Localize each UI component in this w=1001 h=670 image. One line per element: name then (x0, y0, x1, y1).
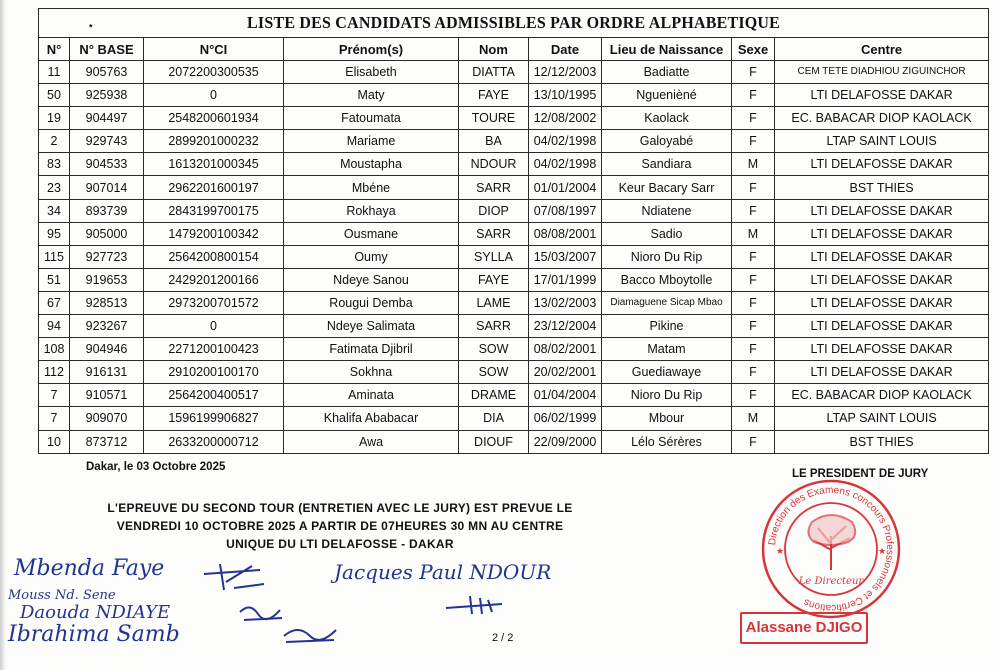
stamp-star-left-icon: ★ (776, 546, 785, 556)
cell-n: 7 (39, 407, 70, 430)
cell-base: 904946 (70, 338, 144, 361)
cell-n: 108 (39, 338, 70, 361)
cell-date: 13/10/1995 (529, 84, 602, 107)
cell-ci: 2633200000712 (144, 430, 284, 453)
cell-base: 907014 (70, 176, 144, 199)
director-stamp (760, 478, 902, 620)
cell-n: 115 (39, 245, 70, 268)
cell-lieu: Lélo Sérères (602, 430, 732, 453)
director-name-box: Alassane DJIGO (740, 612, 868, 644)
cell-base: 905000 (70, 222, 144, 245)
cell-sexe: F (732, 107, 775, 130)
cell-nom: DIOUF (459, 430, 529, 453)
cell-ci: 2072200300535 (144, 61, 284, 84)
cell-date: 07/08/1997 (529, 199, 602, 222)
table-row (39, 222, 989, 245)
table-row (39, 130, 989, 153)
cell-nom: FAYE (459, 84, 529, 107)
cell-lieu: Mbour (602, 407, 732, 430)
handwritten-signature-2: Mouss Nd. Sene (8, 588, 116, 603)
cell-lieu: Guediawaye (602, 361, 732, 384)
signature-scribble-4 (440, 592, 510, 618)
cell-ci: 2548200601934 (144, 107, 284, 130)
cell-base: 905763 (70, 61, 144, 84)
cell-lieu: Badiatte (602, 61, 732, 84)
cell-lieu: Galoyabé (602, 130, 732, 153)
cell-sexe: F (732, 361, 775, 384)
cell-ci: 1479200100342 (144, 222, 284, 245)
cell-lieu: Sandiara (602, 153, 732, 176)
handwritten-signature-5: Jacques Paul NDOUR (334, 560, 552, 584)
table-row (39, 268, 989, 291)
cell-date: 04/02/1998 (529, 130, 602, 153)
cell-sexe: F (732, 245, 775, 268)
cell-base: 909070 (70, 407, 144, 430)
cell-date: 08/08/2001 (529, 222, 602, 245)
cell-nom: DIOP (459, 199, 529, 222)
cell-date: 01/04/2004 (529, 384, 602, 407)
cell-base: 925938 (70, 84, 144, 107)
cell-prenom: Mbéne (284, 176, 459, 199)
cell-prenom: Ndeye Salimata (284, 315, 459, 338)
candidates-table (38, 8, 989, 454)
cell-n: 34 (39, 199, 70, 222)
cell-centre: LTI DELAFOSSE DAKAR (775, 199, 989, 222)
cell-nom: DRAME (459, 384, 529, 407)
cell-date: 15/03/2007 (529, 245, 602, 268)
cell-base: 904497 (70, 107, 144, 130)
cell-sexe: F (732, 315, 775, 338)
baobab-icon (808, 515, 855, 570)
cell-lieu: Diamaguene Sicap Mbao (602, 291, 732, 314)
cell-lieu: Matam (602, 338, 732, 361)
cell-ci: 1613201000345 (144, 153, 284, 176)
cell-centre: LTI DELAFOSSE DAKAR (775, 153, 989, 176)
handwritten-signature-1: Mbenda Faye (14, 556, 165, 581)
cell-lieu: Nioro Du Rip (602, 245, 732, 268)
cell-centre: LTAP SAINT LOUIS (775, 130, 989, 153)
stamp-star-right-icon: ★ (878, 546, 887, 556)
cell-date: 12/12/2003 (529, 61, 602, 84)
cell-date: 20/02/2001 (529, 361, 602, 384)
table-row (39, 361, 989, 384)
cell-sexe: F (732, 384, 775, 407)
president-label: LE PRESIDENT DE JURY (792, 468, 929, 480)
cell-sexe: F (732, 268, 775, 291)
cell-lieu: Pikine (602, 315, 732, 338)
cell-sexe: F (732, 176, 775, 199)
cell-base: 928513 (70, 291, 144, 314)
cell-centre: LTI DELAFOSSE DAKAR (775, 338, 989, 361)
cell-nom: SOW (459, 338, 529, 361)
column-header: Sexe (732, 38, 775, 61)
cell-base: 919653 (70, 268, 144, 291)
cell-date: 23/12/2004 (529, 315, 602, 338)
cell-n: 2 (39, 130, 70, 153)
title-row (39, 9, 989, 38)
cell-nom: FAYE (459, 268, 529, 291)
cell-n: 67 (39, 291, 70, 314)
cell-lieu: Keur Bacary Sarr (602, 176, 732, 199)
handwritten-signature-3: Daouda NDIAYE (20, 602, 171, 623)
cell-ci: 0 (144, 315, 284, 338)
cell-nom: DIATTA (459, 61, 529, 84)
cell-n: 51 (39, 268, 70, 291)
cell-centre: LTI DELAFOSSE DAKAR (775, 315, 989, 338)
cell-nom: DIA (459, 407, 529, 430)
cell-nom: SYLLA (459, 245, 529, 268)
table-title-cell (39, 8, 989, 38)
cell-lieu: Bacco Mboytolle (602, 268, 732, 291)
column-header: Nom (459, 38, 529, 61)
cell-centre: LTI DELAFOSSE DAKAR (775, 222, 989, 245)
notice-line-1: L'EPREUVE DU SECOND TOUR (ENTRETIEN AVEC LE JURY) EST PREVUE LE (107, 501, 573, 515)
signature-scribble-1 (200, 560, 270, 596)
cell-sexe: F (732, 84, 775, 107)
cell-lieu: Ndiatene (602, 199, 732, 222)
cell-sexe: M (732, 153, 775, 176)
table-row (39, 291, 989, 314)
cell-centre: LTI DELAFOSSE DAKAR (775, 245, 989, 268)
cell-ci: 2899201000232 (144, 130, 284, 153)
column-header: Prénom(s) (284, 38, 459, 61)
table-row (39, 107, 989, 130)
cell-sexe: F (732, 130, 775, 153)
cell-date: 12/08/2002 (529, 107, 602, 130)
cell-centre: LTI DELAFOSSE DAKAR (775, 84, 989, 107)
cell-prenom: Elisabeth (284, 61, 459, 84)
cell-prenom: Oumy (284, 245, 459, 268)
cell-ci: 1596199906827 (144, 407, 284, 430)
cell-n: 23 (39, 176, 70, 199)
cell-base: 893739 (70, 199, 144, 222)
cell-prenom: Awa (284, 430, 459, 453)
cell-base: 904533 (70, 153, 144, 176)
notice-line-2: VENDREDI 10 OCTOBRE 2025 A PARTIR DE 07HEURES 30 MN AU CENTRE (116, 519, 564, 533)
cell-ci: 2910200100170 (144, 361, 284, 384)
cell-prenom: Mariame (284, 130, 459, 153)
cell-base: 873712 (70, 430, 144, 453)
cell-date: 01/01/2004 (529, 176, 602, 199)
column-header: Centre (775, 38, 989, 61)
place-date: Dakar, le 03 Octobre 2025 (86, 461, 226, 473)
cell-nom: BA (459, 130, 529, 153)
table-row (39, 199, 989, 222)
cell-centre: LTI DELAFOSSE DAKAR (775, 268, 989, 291)
cell-ci: 2962201600197 (144, 176, 284, 199)
cell-date: 04/02/1998 (529, 153, 602, 176)
cell-centre: EC. BABACAR DIOP KAOLACK (775, 107, 989, 130)
top-mark: * (89, 20, 93, 32)
cell-sexe: M (732, 407, 775, 430)
cell-prenom: Ndeye Sanou (284, 268, 459, 291)
header-row (39, 38, 989, 61)
table-row (39, 384, 989, 407)
cell-n: 7 (39, 384, 70, 407)
table-row (39, 315, 989, 338)
cell-centre: LTI DELAFOSSE DAKAR (775, 361, 989, 384)
table-row (39, 338, 989, 361)
cell-ci: 2564200800154 (144, 245, 284, 268)
cell-sexe: F (732, 430, 775, 453)
cell-centre: EC. BABACAR DIOP KAOLACK (775, 384, 989, 407)
cell-ci: 2843199700175 (144, 199, 284, 222)
cell-nom: TOURE (459, 107, 529, 130)
table-row (39, 176, 989, 199)
page-number: 2 / 2 (492, 632, 514, 644)
cell-nom: SOW (459, 361, 529, 384)
cell-base: 929743 (70, 130, 144, 153)
cell-sexe: F (732, 199, 775, 222)
cell-prenom: Khalifa Ababacar (284, 407, 459, 430)
cell-base: 927723 (70, 245, 144, 268)
cell-lieu: Nioro Du Rip (602, 384, 732, 407)
cell-n: 83 (39, 153, 70, 176)
cell-lieu: Kaolack (602, 107, 732, 130)
cell-date: 22/09/2000 (529, 430, 602, 453)
cell-n: 10 (39, 430, 70, 453)
cell-prenom: Moustapha (284, 153, 459, 176)
column-header: N° (39, 38, 70, 61)
cell-n: 50 (39, 84, 70, 107)
stamp-ring-text: Direction des Examens concours Professionnels et Certifications (767, 484, 896, 614)
table-row (39, 153, 989, 176)
cell-base: 910571 (70, 384, 144, 407)
cell-centre: CEM TETE DIADHIOU ZIGUINCHOR (775, 61, 989, 84)
cell-prenom: Fatimata Djibril (284, 338, 459, 361)
cell-n: 112 (39, 361, 70, 384)
stamp-center-text: Le Directeur (798, 576, 864, 587)
cell-ci: 2973200701572 (144, 291, 284, 314)
column-header: N°CI (144, 38, 284, 61)
handwritten-signature-4: Ibrahima Samb (8, 622, 180, 647)
cell-lieu: Sadio (602, 222, 732, 245)
cell-prenom: Sokhna (284, 361, 459, 384)
column-header: Date (529, 38, 602, 61)
table-body (39, 61, 989, 454)
cell-prenom: Rokhaya (284, 199, 459, 222)
column-header: N° BASE (70, 38, 144, 61)
cell-base: 916131 (70, 361, 144, 384)
column-header: Lieu de Naissance (602, 38, 732, 61)
exam-notice (80, 499, 600, 553)
cell-base: 923267 (70, 315, 144, 338)
cell-sexe: F (732, 338, 775, 361)
cell-centre: LTAP SAINT LOUIS (775, 407, 989, 430)
cell-date: 06/02/1999 (529, 407, 602, 430)
table-title: LISTE DES CANDIDATS ADMISSIBLES PAR ORDRE ALPHABETIQUE (247, 13, 781, 32)
cell-sexe: F (732, 61, 775, 84)
cell-prenom: Aminata (284, 384, 459, 407)
cell-ci: 2564200400517 (144, 384, 284, 407)
cell-centre: BST THIES (775, 430, 989, 453)
cell-ci: 2271200100423 (144, 338, 284, 361)
cell-nom: NDOUR (459, 153, 529, 176)
cell-centre: LTI DELAFOSSE DAKAR (775, 291, 989, 314)
signature-scribble-3 (280, 622, 340, 648)
cell-date: 13/02/2003 (529, 291, 602, 314)
cell-date: 17/01/1999 (529, 268, 602, 291)
page-edge-shadow (0, 0, 6, 670)
signature-scribble-2 (236, 600, 286, 626)
cell-centre: BST THIES (775, 176, 989, 199)
cell-lieu: Nguenièné (602, 84, 732, 107)
cell-nom: LAME (459, 291, 529, 314)
cell-sexe: F (732, 291, 775, 314)
cell-n: 11 (39, 61, 70, 84)
table-row (39, 430, 989, 453)
cell-prenom: Rougui Demba (284, 291, 459, 314)
table-row (39, 407, 989, 430)
cell-nom: SARR (459, 176, 529, 199)
cell-prenom: Maty (284, 84, 459, 107)
cell-prenom: Fatoumata (284, 107, 459, 130)
cell-n: 95 (39, 222, 70, 245)
notice-line-3: UNIQUE DU LTI DELAFOSSE - DAKAR (226, 537, 454, 551)
table-row (39, 61, 989, 84)
cell-sexe: M (732, 222, 775, 245)
cell-n: 94 (39, 315, 70, 338)
cell-prenom: Ousmane (284, 222, 459, 245)
cell-ci: 0 (144, 84, 284, 107)
table-row (39, 84, 989, 107)
cell-ci: 2429201200166 (144, 268, 284, 291)
cell-nom: SARR (459, 222, 529, 245)
table-row (39, 245, 989, 268)
cell-nom: SARR (459, 315, 529, 338)
cell-n: 19 (39, 107, 70, 130)
cell-date: 08/02/2001 (529, 338, 602, 361)
